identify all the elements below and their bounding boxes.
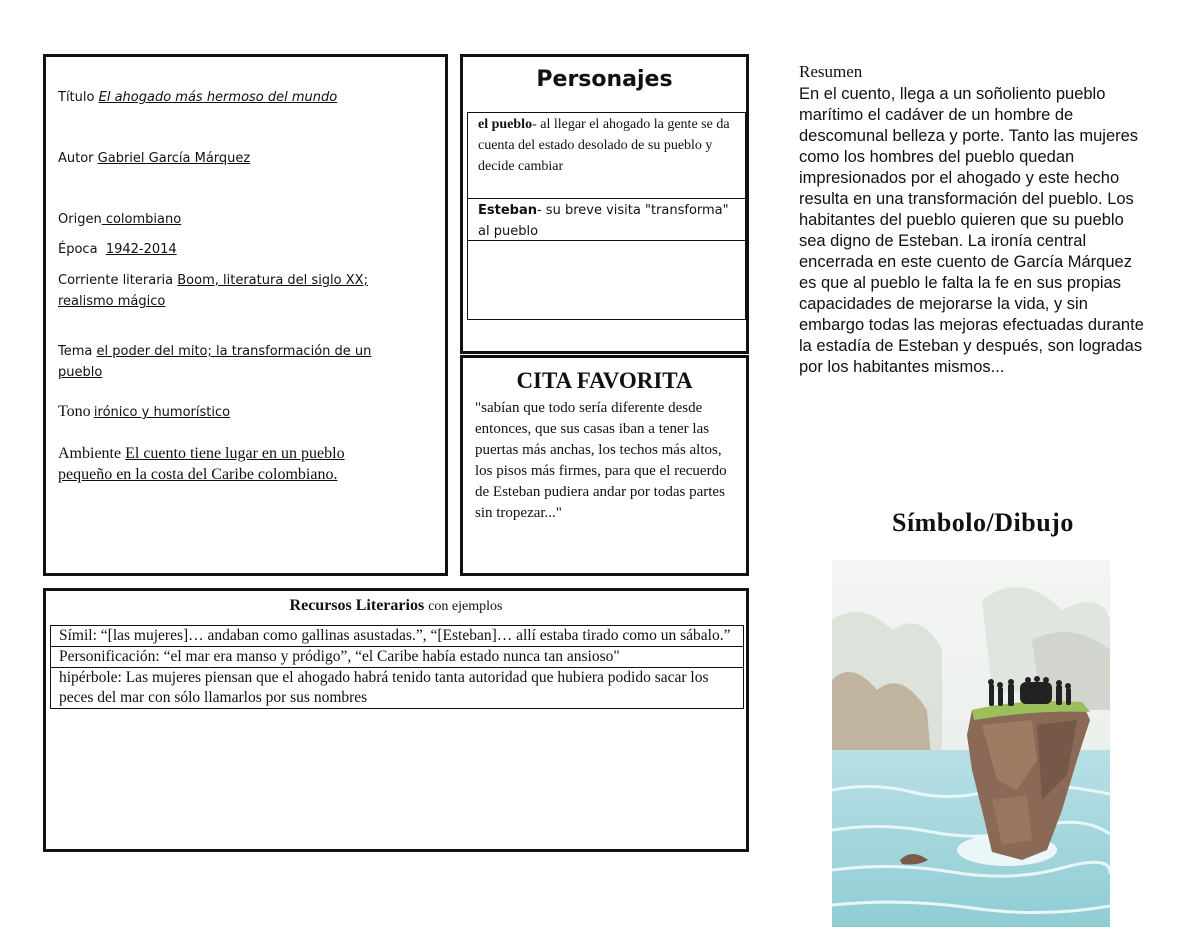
corriente-row bbox=[58, 270, 428, 312]
recurso-hiperbole: hipérbole: Las mujeres piensan que el ahogado habrá tenido tanta autoridad que hubiera podido sacar los peces del mar con sólo llamarlos por sus nombres bbox=[59, 669, 709, 706]
origen-label: Origen bbox=[58, 212, 102, 227]
titulo-label: Título bbox=[58, 90, 95, 105]
recursos-subtitle: con ejemplos bbox=[428, 599, 503, 614]
tema-row bbox=[58, 341, 428, 383]
simbolo-title: Símbolo/Dibujo bbox=[892, 508, 1074, 537]
recursos-card bbox=[43, 588, 749, 852]
origen-row bbox=[58, 209, 181, 230]
personaje-pueblo bbox=[468, 113, 745, 199]
personajes-table bbox=[467, 112, 746, 320]
personajes-title: Personajes bbox=[536, 67, 673, 92]
personaje-desc: - su breve visita "transforma" al pueblo bbox=[478, 203, 729, 239]
recursos-header bbox=[46, 597, 746, 615]
personaje-desc: - al llegar el ahogado la gente se da cuenta del estado desolado de su pueblo y decide cambiar bbox=[478, 117, 730, 174]
epoca-value: 1942-2014 bbox=[105, 242, 177, 257]
tono-row bbox=[58, 401, 230, 423]
origen-value: colombiano bbox=[101, 212, 182, 227]
cita-title: CITA FAVORITA bbox=[516, 368, 693, 393]
ambiente-row bbox=[58, 443, 438, 485]
ambiente-value-2: pequeño en la costa del Caribe colombiano. bbox=[58, 466, 338, 483]
cita-card bbox=[460, 355, 749, 576]
titulo-value: El ahogado más hermoso del mundo bbox=[98, 90, 338, 105]
cliff-sea-watercolor-icon bbox=[832, 560, 1110, 927]
tema-label: Tema bbox=[58, 344, 93, 359]
corriente-value-2: realismo mágico bbox=[58, 294, 166, 309]
recurso-simil: Símil: “[las mujeres]… andaban como gallinas asustadas.”, “[Esteban]… allí estaba tirado como un sábalo.” bbox=[51, 626, 743, 647]
resumen-text: En el cuento, llega a un soñoliento pueblo marítimo el cadáver de un hombre de descomunal belleza y porte. Tanto las mujeres como los hombres del pueblo quedan impresionados por el ahogado y este hecho resulta en una transformación del pueblo. Los habitantes del pueblo quieren que su pueblo sea digno de Esteban. La ironía central encerrada en este cuento de García Márquez es que al pueblo le falta la fe en sus propias capacidades de mejorarse la vida, y sin embargo todas las mejoras efectuadas durante la estadía de Esteban y después, son logradas por los habitantes mismos... bbox=[799, 85, 1144, 376]
autor-row bbox=[58, 148, 250, 169]
recursos-title: Recursos Literarios bbox=[289, 597, 425, 614]
tono-value: irónico y humorístico bbox=[93, 405, 231, 420]
corriente-label: Corriente literaria bbox=[58, 273, 174, 288]
info-card bbox=[43, 54, 448, 576]
tema-value-1: el poder del mito; la transformación de un bbox=[96, 344, 372, 359]
personaje-empty bbox=[468, 241, 745, 319]
ambiente-value-1: El cuento tiene lugar en un pueblo bbox=[125, 445, 345, 462]
ambiente-label: Ambiente bbox=[58, 445, 122, 462]
personaje-name: el pueblo bbox=[478, 117, 533, 132]
resumen-title: Resumen bbox=[799, 62, 863, 81]
recursos-table bbox=[50, 625, 744, 709]
autor-value: Gabriel García Márquez bbox=[97, 151, 251, 166]
tono-label: Tono bbox=[58, 403, 91, 420]
personaje-esteban bbox=[468, 199, 745, 241]
recurso-personificacion: Personificación: “el mar era manso y pródigo”, “el Caribe había estado nunca tan ansioso" bbox=[51, 647, 743, 668]
tema-value-2: pueblo bbox=[58, 365, 103, 380]
cita-text: "sabían que todo sería diferente desde entonces, que sus casas iban a tener las puertas más anchas, los techos más altos, los pisos más firmes, para que el recuerdo de Esteban pudiera andar por todas partes sin tropezar..." bbox=[475, 400, 727, 521]
personajes-card bbox=[460, 54, 749, 354]
personaje-name: Esteban bbox=[478, 203, 537, 218]
corriente-value-1: Boom, literatura del siglo XX; bbox=[177, 273, 368, 288]
epoca-row bbox=[58, 239, 177, 260]
titulo-row bbox=[58, 87, 337, 108]
autor-label: Autor bbox=[58, 151, 94, 166]
epoca-label: Época bbox=[58, 242, 98, 257]
